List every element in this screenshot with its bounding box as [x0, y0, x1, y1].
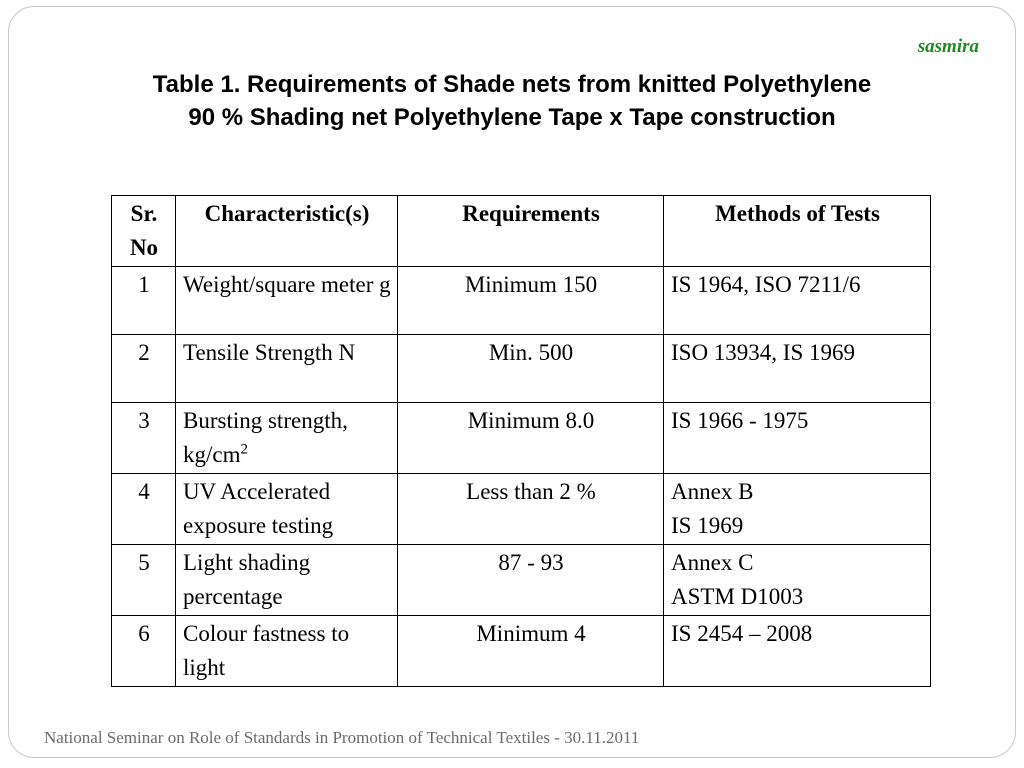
- cell-characteristic: Weight/square meter g: [176, 267, 398, 335]
- header-requirements: Requirements: [398, 196, 664, 267]
- cell-sr-no: 1: [112, 267, 176, 335]
- characteristic-text: Bursting strength, kg/cm: [183, 408, 348, 467]
- cell-method: [664, 545, 931, 616]
- cell-characteristic: Tensile Strength N: [176, 335, 398, 403]
- cell-characteristic: Colour fastness to light: [176, 616, 398, 687]
- header-characteristics: Characteristic(s): [176, 196, 398, 267]
- brand-label: sasmira: [917, 36, 979, 57]
- method-line: ASTM D1003: [671, 584, 804, 609]
- title-line-2: 90 % Shading net Polyethylene Tape x Tape construction: [188, 104, 836, 131]
- table-row: [112, 616, 931, 687]
- table-row: [112, 474, 931, 545]
- cell-sr-no: 6: [112, 616, 176, 687]
- title-line-1: Table 1. Requirements of Shade nets from knitted Polyethylene: [152, 71, 872, 98]
- header-sr-no: Sr. No: [112, 196, 176, 267]
- cell-method: [664, 616, 931, 687]
- footer-text: National Seminar on Role of Standards in Promotion of Technical Textiles - 30.11.2011: [44, 728, 640, 747]
- cell-sr-no: 3: [112, 403, 176, 474]
- method-line: ISO 13934, IS 1969: [671, 340, 856, 365]
- cell-method: [664, 335, 931, 403]
- cell-characteristic: Light shading percentage: [176, 545, 398, 616]
- cell-requirement: Less than 2 %: [398, 474, 664, 545]
- cell-method: [664, 474, 931, 545]
- cell-characteristic: [176, 403, 398, 474]
- cell-sr-no: 5: [112, 545, 176, 616]
- cell-requirement: 87 - 93: [398, 545, 664, 616]
- cell-requirement: Minimum 4: [398, 616, 664, 687]
- requirements-table: [111, 195, 931, 687]
- cell-requirement: Minimum 150: [398, 267, 664, 335]
- cell-characteristic: UV Accelerated exposure testing: [176, 474, 398, 545]
- page-title: [0, 68, 1024, 134]
- method-line: IS 1964, ISO 7211/6: [671, 272, 861, 297]
- cell-method: [664, 267, 931, 335]
- cell-requirement: Minimum 8.0: [398, 403, 664, 474]
- table-row: [112, 267, 931, 335]
- method-line: IS 2454 – 2008: [671, 621, 813, 646]
- table-row: [112, 335, 931, 403]
- superscript: 2: [240, 441, 248, 458]
- table-row: [112, 403, 931, 474]
- method-line: Annex B: [671, 479, 754, 504]
- table-row: [112, 545, 931, 616]
- method-line: IS 1966 - 1975: [671, 408, 809, 433]
- header-methods-of-tests: Methods of Tests: [664, 196, 931, 267]
- cell-sr-no: 2: [112, 335, 176, 403]
- cell-requirement: Min. 500: [398, 335, 664, 403]
- method-line: Annex C: [671, 550, 754, 575]
- method-line: IS 1969: [671, 513, 744, 538]
- table-header-row: [112, 196, 931, 267]
- cell-sr-no: 4: [112, 474, 176, 545]
- cell-method: [664, 403, 931, 474]
